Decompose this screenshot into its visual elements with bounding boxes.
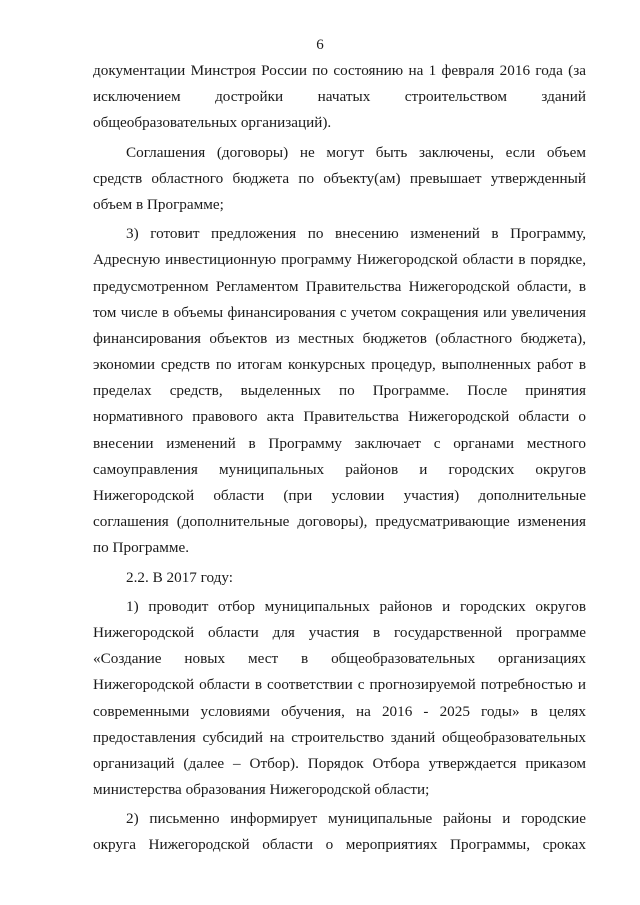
text-line: самоуправления муниципальных районов и городских округов — [93, 460, 586, 478]
text-line: средств областного бюджета по объекту(ам) превышает утвержденный — [93, 169, 586, 187]
text-line: современными условиями обучения, на 2016 - 2025 годы» в целях — [93, 702, 586, 720]
text-line: предусмотренном Регламентом Правительства Нижегородской области, в — [93, 277, 586, 295]
document-body — [93, 58, 586, 859]
text-line: внесении изменений в Программу заключает с органами местного — [93, 434, 586, 452]
text-line: Нижегородской области (при условии участия) дополнительные — [93, 487, 586, 504]
text-line: нормативного правового акта Правительства Нижегородской области о — [93, 408, 586, 426]
text-line: предоставления субсидий на строительство зданий общеобразовательных — [93, 728, 586, 746]
text-line: исключением достройки начатых строительством зданий — [93, 88, 586, 106]
text-line: 2.2. В 2017 году: — [126, 568, 234, 586]
text-line: 3) готовит предложения по внесению изменений в Программу, — [126, 225, 586, 243]
text-line: документации Минстроя России по состоянию на 1 февраля 2016 года (за — [93, 62, 586, 79]
text-line: «Создание новых мест в общеобразовательных организациях — [93, 650, 586, 668]
text-line: финансирования объектов из местных бюджетов (областного бюджета), — [93, 329, 586, 347]
text-line: округа Нижегородской области о мероприятиях Программы, сроках — [93, 836, 586, 854]
text-line: Нижегородской области для участия в государственной программе — [93, 623, 586, 641]
text-line: Адресную инвестиционную программу Нижегородской области в порядке, — [93, 251, 586, 269]
page-number: 6 — [316, 37, 324, 53]
text-line: Соглашения (договоры) не могут быть заключены, если объем — [126, 143, 586, 161]
text-line: соглашения (дополнительные договоры), предусматривающие изменения — [93, 513, 586, 531]
text-line: пределах средств, выделенных по Программе. После принятия — [93, 382, 586, 400]
text-line: объем в Программе; — [93, 195, 224, 213]
text-line: экономии средств по итогам конкурсных процедур, выполненных работ в — [93, 356, 586, 374]
text-line: 2) письменно информирует муниципальные районы и городские — [126, 810, 586, 828]
text-line: министерства образования Нижегородской области; — [93, 781, 430, 799]
text-line: 1) проводит отбор муниципальных районов и городских округов — [126, 597, 586, 615]
text-line: Нижегородской области в соответствии с прогнозируемой потребностью и — [93, 676, 586, 694]
text-line: том числе в объемы финансирования с учетом сокращения или увеличения — [93, 303, 586, 321]
text-line: по Программе. — [93, 539, 189, 557]
text-line: организаций (далее – Отбор). Порядок Отбора утверждается приказом — [93, 754, 586, 772]
text-line: общеобразовательных организаций). — [93, 114, 332, 132]
